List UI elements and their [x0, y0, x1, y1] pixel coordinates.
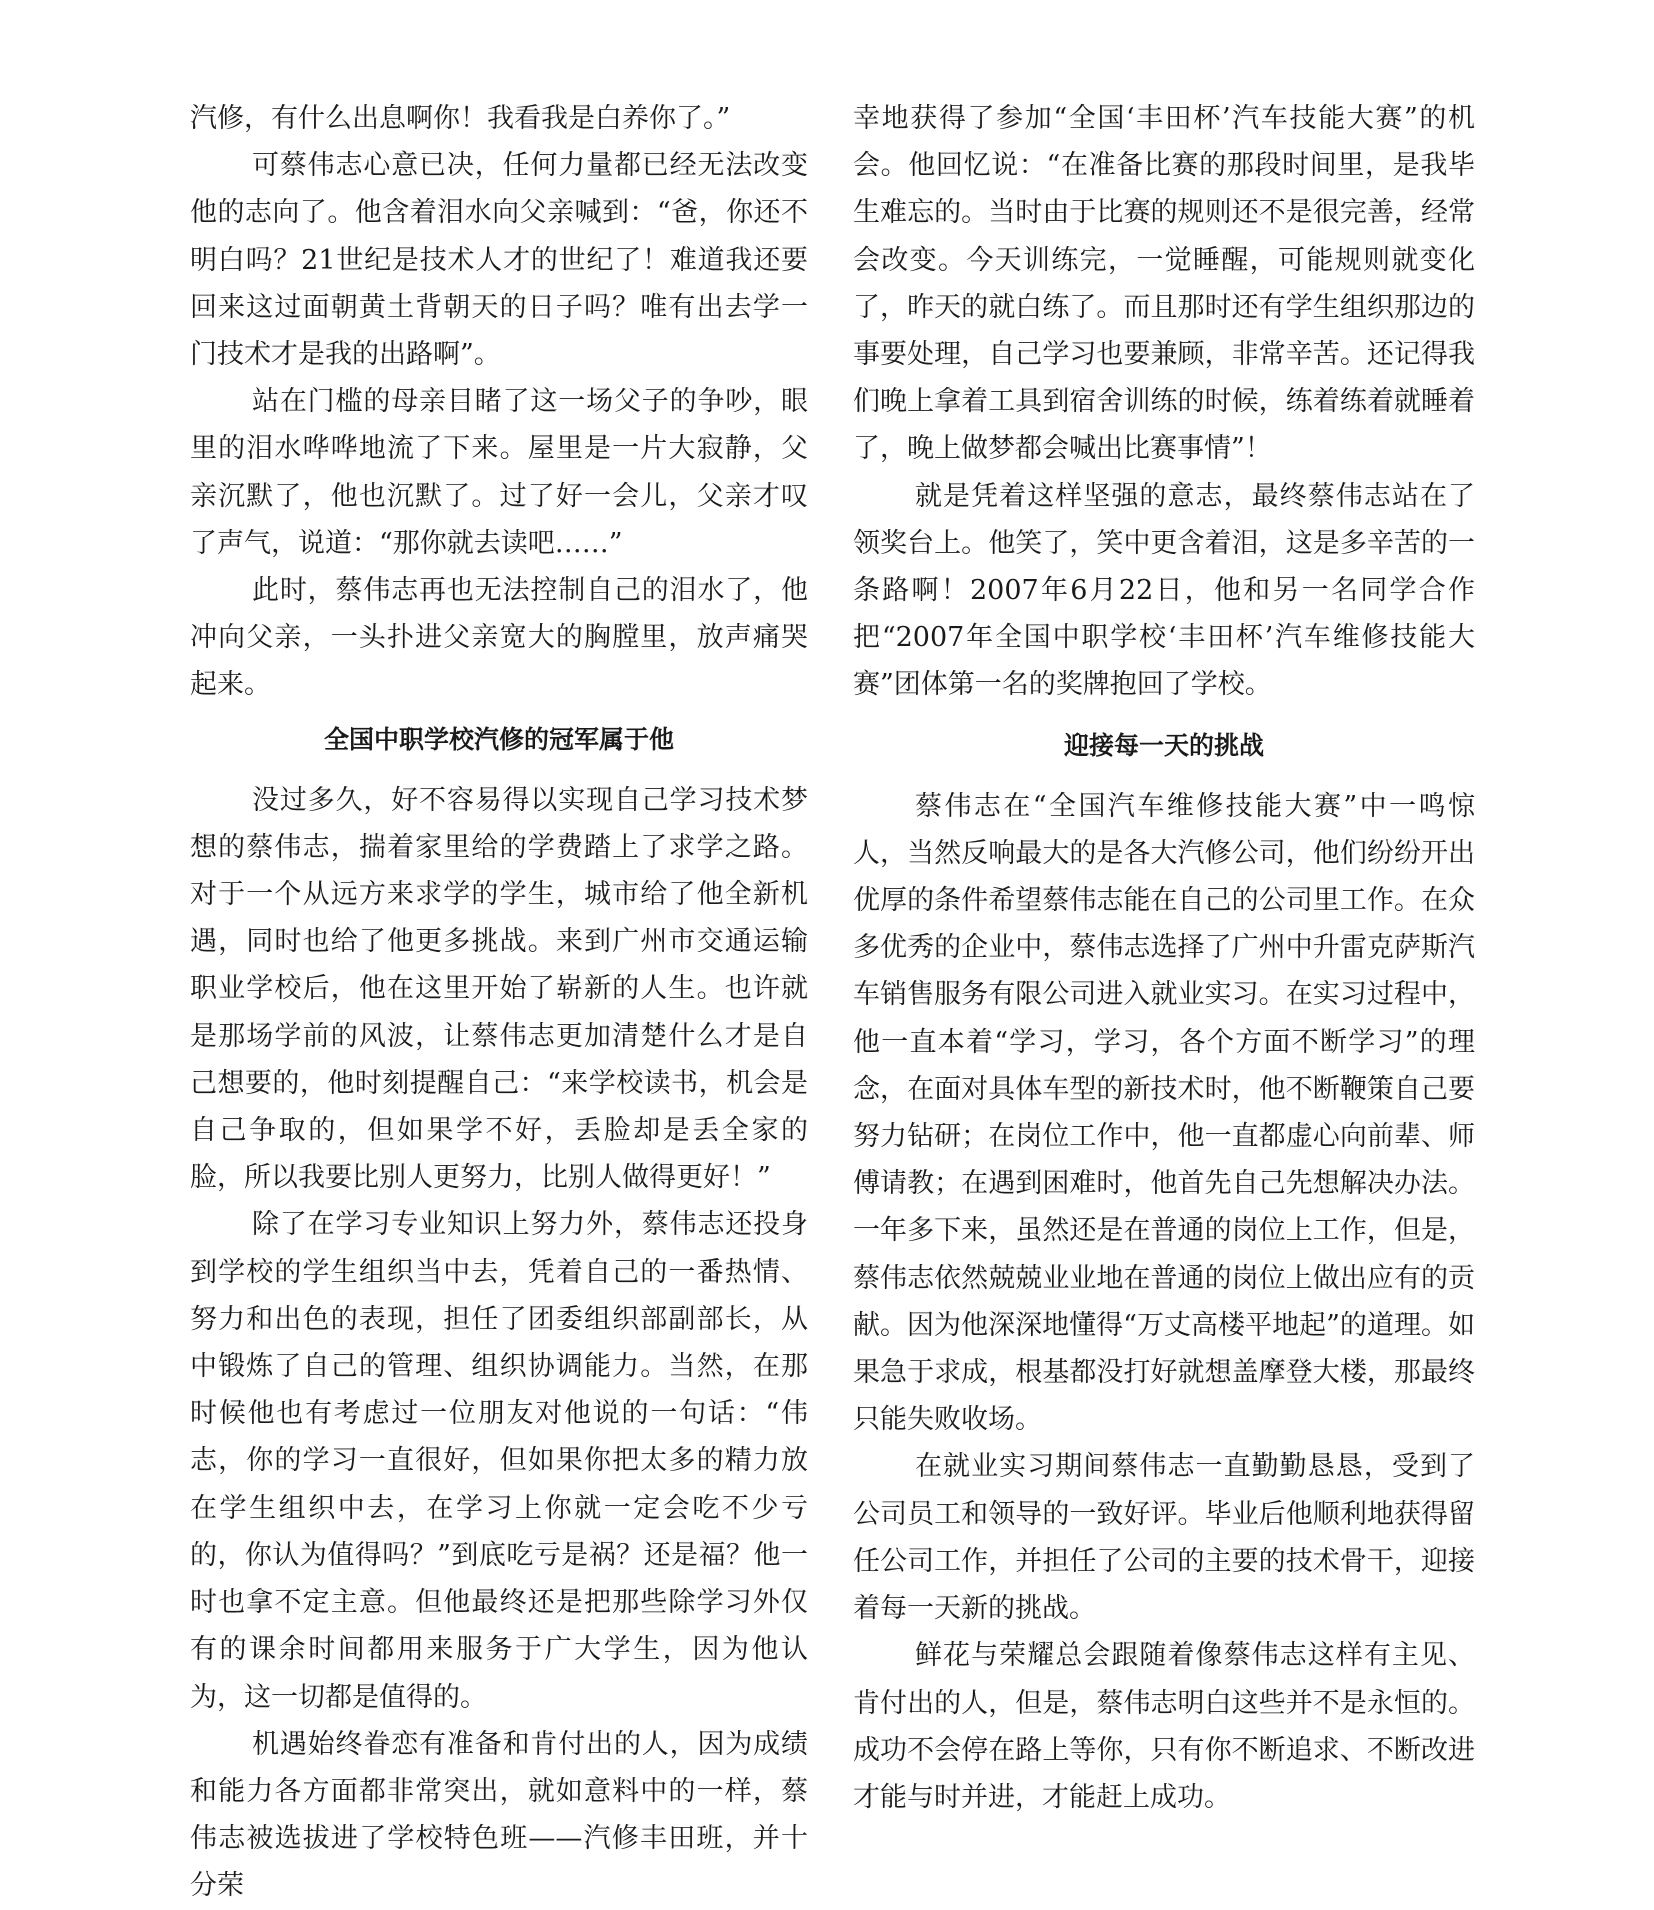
paragraph: 鲜花与荣耀总会跟随着像蔡伟志这样有主见、肯付出的人，但是，蔡伟志明白这些并不是永恒的。成功不会停在路上等你，只有你不断追求、不断改进才能与时并进，才能赶上成功。	[853, 1640, 1475, 1813]
right-column	[853, 95, 1475, 1821]
paragraph: 在就业实习期间蔡伟志一直勤勤恳恳，受到了公司员工和领导的一致好评。毕业后他顺利地获得留任公司工作，并担任了公司的主要的技术骨干，迎接着每一天新的挑战。	[853, 1451, 1475, 1625]
paragraph: 站在门槛的母亲目睹了这一场父子的争吵，眼里的泪水哗哗地流了下来。屋里是一片大寂静，父亲沉默了，他也沉默了。过了好一会儿，父亲才叹了声气，说道：“那你就去读吧……”	[190, 386, 808, 559]
section-heading: 全国中职学校汽修的冠军属于他	[323, 724, 674, 754]
paragraph: 没过多久，好不容易得以实现自己学习技术梦想的蔡伟志，揣着家里给的学费踏上了求学之路。对于一个从远方来求学的学生，城市给了他全新机遇，同时也给了他更多挑战。来到广州市交通运输职业学校后，他在这里开始了崭新的人生。也许就是那场学前的风波，让蔡伟志更加清楚什么才是自己想要的，他时刻提醒自己：“来学校读书，机会是自己争取的，但如果学不好，丢脸却是丢全家的脸，所以我要比别人更努力，比别人做得更好！”	[190, 784, 808, 1194]
paragraph: 除了在学习专业知识上努力外，蔡伟志还投身到学校的学生组织当中去，凭着自己的一番热情、努力和出色的表现，担任了团委组织部副部长，从中锻炼了自己的管理、组织协调能力。当然，在那时候他也有考虑过一位朋友对他说的一句话：“伟志，你的学习一直很好，但如果你把太多的精力放在学生组织中去，在学习上你就一定会吃不少亏的，你认为值得吗？”到底吃亏是祸？还是福？他一时也拿不定主意。但他最终还是把那些除学习外仅有的课余时间都用来服务于广大学生，因为他认为，这一切都是值得的。	[190, 1209, 808, 1713]
paragraph: 汽修，有什么出息啊你！我看我是白养你了。”	[190, 103, 731, 134]
paragraph: 机遇始终眷恋有准备和肯付出的人，因为成绩和能力各方面都非常突出，就如意料中的一样，蔡伟志被选拔进了学校特色班——汽修丰田班，并十分荣	[190, 1728, 808, 1902]
left-column	[190, 95, 808, 1910]
paragraph: 幸地获得了参加“全国‘丰田杯’汽车技能大赛”的机会。他回忆说：“在准备比赛的那段时间里，是我毕生难忘的。当时由于比赛的规则还不是很完善，经常会改变。今天训练完，一觉睡醒，可能规则就变化了，昨天的就白练了。而且那时还有学生组织那边的事要处理，自己学习也要兼顾，非常辛苦。还记得我们晚上拿着工具到宿舍训练的时候，练着练着就睡着了，晚上做梦都会喊出比赛事情”！	[853, 103, 1475, 465]
paragraph: 就是凭着这样坚强的意志，最终蔡伟志站在了领奖台上。他笑了，笑中更含着泪，这是多辛苦的一条路啊！2007年6月22日，他和另一名同学合作把“2007年全国中职学校‘丰田杯’汽车维修技能大赛”团体第一名的奖牌抱回了学校。	[853, 480, 1475, 701]
section-heading: 迎接每一天的挑战	[1063, 730, 1264, 760]
paragraph: 此时，蔡伟志再也无法控制自己的泪水了，他冲向父亲，一头扑进父亲宽大的胸膛里，放声痛哭起来。	[190, 575, 808, 701]
paragraph: 可蔡伟志心意已决，任何力量都已经无法改变他的志向了。他含着泪水向父亲喊到：“爸，你还不明白吗？21世纪是技术人才的世纪了！难道我还要回来这过面朝黄土背朝天的日子吗？唯有出去学一门技术才是我的出路啊”。	[190, 150, 808, 371]
paragraph: 蔡伟志在“全国汽车维修技能大赛”中一鸣惊人，当然反响最大的是各大汽修公司，他们纷纷开出优厚的条件希望蔡伟志能在自己的公司里工作。在众多优秀的企业中，蔡伟志选择了广州中升雷克萨斯汽车销售服务有限公司进入就业实习。在实习过程中，他一直本着“学习，学习，各个方面不断学习”的理念，在面对具体车型的新技术时，他不断鞭策自己要努力钻研；在岗位工作中，他一直都虚心向前辈、师傅请教；在遇到困难时，他首先自己先想解决办法。一年多下来，虽然还是在普通的岗位上工作，但是，蔡伟志依然兢兢业业地在普通的岗位上做出应有的贡献。因为他深深地懂得“万丈高楼平地起”的道理。如果急于求成，根基都没打好就想盖摩登大楼，那最终只能失败收场。	[853, 790, 1475, 1436]
